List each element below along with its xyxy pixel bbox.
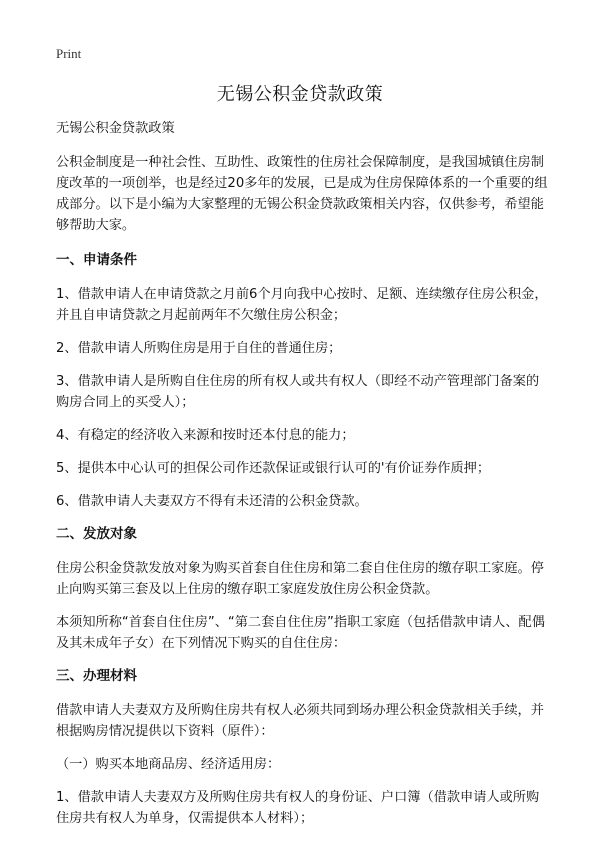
condition-item-3: 3、借款申请人是所购自住住房的所有权人或共有权人（即经不动产管理部门备案的购房合同上的买受人）； [56,374,540,410]
section-heading: 二、发放对象 [56,526,137,542]
recipients-paragraph-2: 本须知所称“首套自住住房”、“第二套自住住房”指职工家庭（包括借款申请人、配偶及其未成年子女）在下列情况下购买的自住住房： [56,615,545,651]
intro-paragraph: 公积金制度是一种社会性、互助性、政策性的住房社会保障制度，是我国城镇住房制度改革的一项创举，也是经过20多年的发展，已是成为住房保障体系的一个重要的组成部分。以下是小编为大家整理的无锡公积金贷款政策相关内容，仅供参考，希望能够帮助大家。 [56,155,548,233]
section-application-conditions [56,250,552,512]
document-body [56,118,552,841]
section-required-materials [56,666,552,829]
condition-item-2: 2、借款申请人所购住房是用于自住的普通住房； [56,341,342,356]
materials-paragraph-1: 借款申请人夫妻双方及所购住房共有权人必须共同到场办理公积金贷款相关手续，并根据购房情况提供以下资料（原件）： [56,703,544,739]
condition-item-6: 6、借款申请人夫妻双方不得有未还清的公积金贷款。 [56,494,368,509]
section-heading: 三、办理材料 [56,668,137,684]
document-subtitle: 无锡公积金贷款政策 [56,121,175,136]
condition-item-4: 4、有稳定的经济收入来源和按时还本付息的能力； [56,428,355,443]
condition-item-5: 5、提供本中心认可的担保公司作还款保证或银行认可的'有价证券作质押； [56,461,491,476]
section-eligible-recipients [56,524,552,654]
condition-item-1: 1、借款申请人在申请贷款之月前6个月向我中心按时、足额、连续缴存住房公积金，并且自申请贷款之月起前两年不欠缴住房公积金； [56,287,548,323]
materials-paragraph-2: （一）购买本地商品房、经济适用房： [56,757,281,772]
print-label: Print [56,46,82,61]
document-title: 无锡公积金贷款政策 [216,84,384,105]
recipients-paragraph-1: 住房公积金贷款发放对象为购买首套自住住房和第二套自住住房的缴存职工家庭。停止向购买第三套及以上住房的缴存职工家庭发放住房公积金贷款。 [56,561,544,597]
section-heading: 一、申请条件 [56,252,137,268]
materials-paragraph-3: 1、借款申请人夫妻双方及所购住房共有权人的身份证、户口簿（借款申请人或所购住房共有权人为单身，仅需提供本人材料）； [56,790,540,826]
